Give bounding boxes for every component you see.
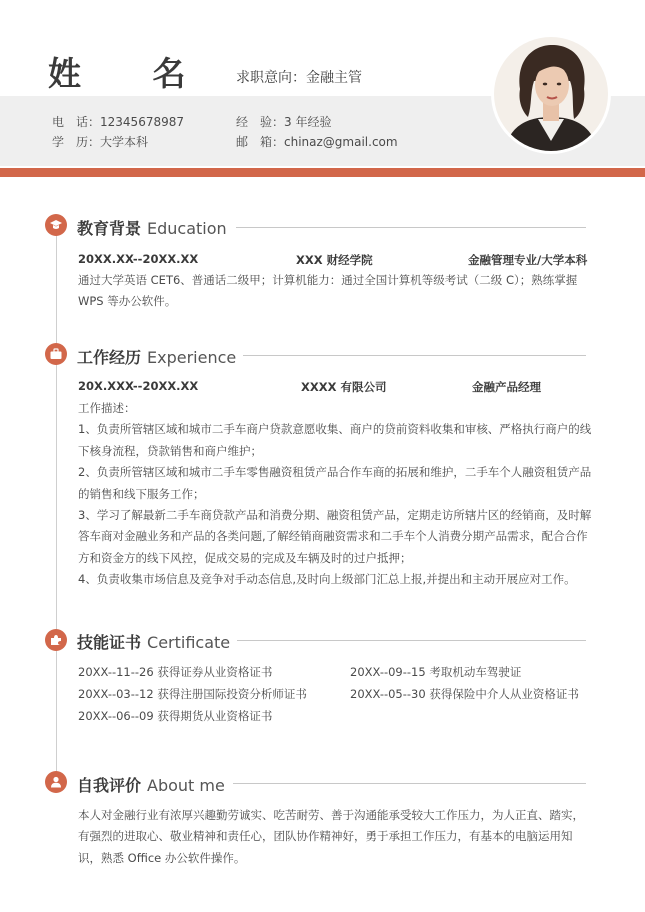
education-major: 金融管理专业/大学本科 (468, 253, 588, 267)
education-period: 20XX.XX--20XX.XX (78, 252, 199, 266)
experience-title-cn: 工作经历 (77, 348, 142, 367)
self-eval-description: 本人对金融行业有浓厚兴趣勤劳诚实、吃苦耐劳、善于沟通能承受较大工作压力，为人正直、踏实，有强烈的进取心、敬业精神和责任心，团队协作精神好，勇于承担工作压力，有基本的电脑运用知识，熟悉 Office 办公软件操作。 (78, 808, 584, 865)
person-icon (50, 776, 62, 788)
job-intent (236, 67, 362, 87)
phone-label: 电 话： (52, 115, 101, 129)
experience-row (236, 113, 331, 130)
education-label: 学 历： (52, 135, 101, 149)
education-description: 通过大学英语 CET6、普通话二级甲；计算机能力：通过全国计算机等级考试（二级 C）；熟练掌握 WPS 等办公软件。 (78, 273, 578, 309)
experience-company: XXXX 有限公司 (301, 380, 387, 394)
avatar-portrait-icon (494, 37, 608, 151)
certificate-item: 20XX--06--09 获得期货从业资格证书 (78, 709, 273, 723)
experience-item: 1、负责所管辖区域和城市二手车商户贷款意愿收集、商户的贷前资料收集和审核、严格执行商户的线下核身流程，贷款销售和商户维护； (78, 422, 592, 458)
certificate-item: 20XX--09--15 考取机动车驾驶证 (350, 665, 522, 679)
experience-title-en: Experience (147, 348, 237, 367)
experience-item: 3、学习了解最新二手车商贷款产品和消费分期、融资租赁产品，定期走访所辖片区的经销商，及时解答车商对金融业务和产品的各类问题,了解经销商融资需求和二手车个人消费分期产品需求，配合合作方和资金方的线下风控，促成交易的完成及车辆及时的过户抵押； (78, 508, 592, 565)
job-intent-label: 求职意向： (236, 70, 306, 86)
phone-row (52, 113, 184, 130)
graduation-cap-icon (50, 219, 62, 231)
header-accent-bar (0, 168, 645, 177)
certificate-item: 20XX--03--12 获得注册国际投资分析师证书 (78, 687, 307, 701)
self-eval-title-cn: 自我评价 (77, 776, 142, 795)
puzzle-icon (50, 634, 62, 646)
experience-title (77, 345, 236, 368)
certificate-rule (237, 640, 586, 641)
self-eval-title-en: About me (147, 776, 225, 795)
self-eval-title (77, 773, 225, 796)
avatar (491, 34, 611, 154)
phone-value: 12345678987 (100, 115, 184, 129)
experience-period: 20X.XXX--20XX.XX (78, 379, 199, 393)
experience-desc-label: 工作描述： (78, 401, 136, 415)
education-rule (236, 227, 586, 228)
experience-rule (243, 355, 586, 356)
experience-description (78, 398, 592, 591)
experience-label: 经 验： (236, 115, 285, 129)
certificate-title (77, 630, 230, 653)
experience-value: 3 年经验 (284, 115, 332, 129)
self-eval-rule (233, 783, 586, 784)
certificate-section-icon (45, 629, 67, 651)
certificate-item: 20XX--11--26 获得证券从业资格证书 (78, 665, 273, 679)
candidate-name: 姓 名 (48, 54, 216, 93)
briefcase-icon (50, 348, 62, 360)
education-row (52, 133, 148, 150)
self-eval-section-icon (45, 771, 67, 793)
email-value: chinaz@gmail.com (284, 135, 398, 149)
education-title-en: Education (147, 219, 227, 238)
education-title-cn: 教育背景 (77, 219, 142, 238)
experience-item: 4、负责收集市场信息及竞争对手动态信息,及时向上级部门汇总上报,并提出和主动开展应对工作。 (78, 572, 576, 587)
education-value: 大学本科 (100, 135, 149, 149)
education-title (77, 216, 227, 239)
experience-item: 2、负责所管辖区域和城市二手车零售融资租赁产品合作车商的拓展和维护，二手车个人融资租赁产品的销售和线下服务工作； (78, 465, 592, 501)
certificate-title-en: Certificate (147, 633, 231, 652)
email-label: 邮 箱： (236, 135, 285, 149)
certificate-title-cn: 技能证书 (77, 633, 142, 652)
job-intent-value: 金融主管 (306, 70, 362, 86)
experience-position: 金融产品经理 (472, 380, 541, 394)
experience-section-icon (45, 343, 67, 365)
education-section-icon (45, 214, 67, 236)
timeline-line (56, 230, 57, 790)
certificate-item: 20XX--05--30 获得保险中介人从业资格证书 (350, 687, 579, 701)
education-school: XXX 财经学院 (296, 253, 373, 267)
email-row (236, 133, 398, 150)
